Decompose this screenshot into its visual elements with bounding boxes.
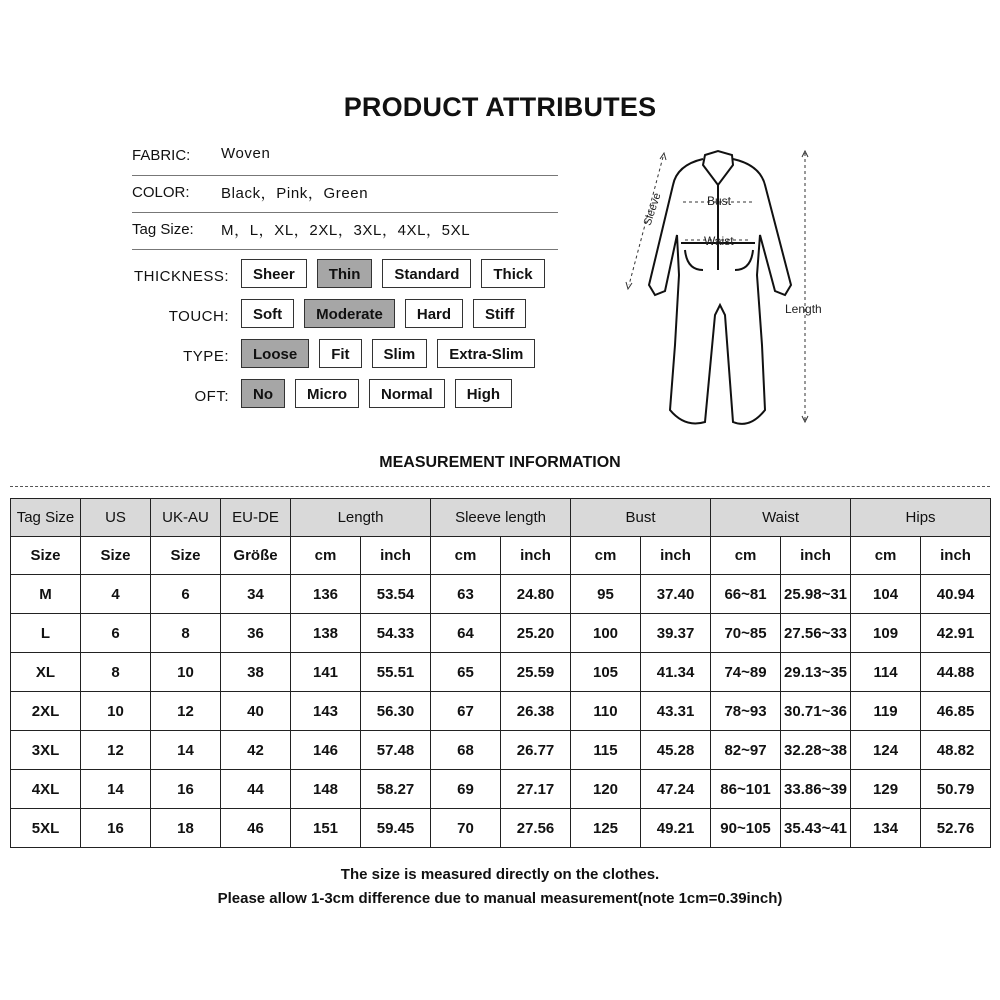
table-row [11,653,991,692]
table-cell: 29.13~35 [781,653,851,692]
table-row [11,692,991,731]
table-cell: 6 [151,575,221,614]
table-cell: 64 [431,614,501,653]
attribute-label: Tag Size: [132,221,194,238]
table-cell: 4XL [11,770,81,809]
sleeve-label: Sleeve [641,191,664,228]
table-subheader-row [11,537,991,575]
table-cell: 138 [291,614,361,653]
table-cell: 12 [151,692,221,731]
table-cell: 67 [431,692,501,731]
table-cell: 104 [851,575,921,614]
touch-option: Stiff [473,299,526,328]
table-cell: 18 [151,809,221,848]
table-cell: 68 [431,731,501,770]
table-cell: 70 [431,809,501,848]
table-cell: 48.82 [921,731,991,770]
type-option: Extra-Slim [437,339,535,368]
oft-option-selected: No [241,379,285,408]
table-cell: 114 [851,653,921,692]
table-cell: 129 [851,770,921,809]
table-cell: 14 [151,731,221,770]
bust-label: Bust [707,194,732,208]
subheader-cell: Size [151,537,221,575]
table-cell: 41.34 [641,653,711,692]
table-cell: 47.24 [641,770,711,809]
column-header: Waist [711,499,851,537]
table-cell: 16 [81,809,151,848]
table-cell: 57.48 [361,731,431,770]
subheader-cell: Size [11,537,81,575]
table-cell: 59.45 [361,809,431,848]
table-cell: 151 [291,809,361,848]
attribute-row-fabric [132,138,558,176]
table-cell: XL [11,653,81,692]
table-cell: 49.21 [641,809,711,848]
touch-option: Hard [405,299,463,328]
table-cell: 74~89 [711,653,781,692]
table-cell: M [11,575,81,614]
table-cell: 136 [291,575,361,614]
table-cell: 69 [431,770,501,809]
table-cell: 54.33 [361,614,431,653]
thickness-option-selected: Thin [317,259,373,288]
note-line-2: Please allow 1-3cm difference due to manual measurement(note 1cm=0.39inch) [217,890,783,907]
table-cell: 86~101 [711,770,781,809]
oft-label: OFT: [194,388,229,405]
table-cell: 143 [291,692,361,731]
table-cell: 33.86~39 [781,770,851,809]
column-header: Tag Size [11,499,81,537]
thickness-option: Standard [382,259,471,288]
table-cell: 148 [291,770,361,809]
table-cell: 6 [81,614,151,653]
table-cell: 25.98~31 [781,575,851,614]
subheader-cell: inch [781,537,851,575]
table-cell: 8 [151,614,221,653]
subheader-cell: inch [361,537,431,575]
table-cell: 5XL [11,809,81,848]
column-header: Hips [851,499,991,537]
table-cell: 66~81 [711,575,781,614]
subheader-cell: cm [711,537,781,575]
table-cell: 2XL [11,692,81,731]
table-cell: 35.43~41 [781,809,851,848]
type-option: Fit [319,339,361,368]
table-cell: L [11,614,81,653]
table-cell: 43.31 [641,692,711,731]
table-cell: 3XL [11,731,81,770]
table-cell: 4 [81,575,151,614]
table-cell: 52.76 [921,809,991,848]
type-option: Slim [372,339,428,368]
subheader-cell: cm [431,537,501,575]
table-cell: 134 [851,809,921,848]
column-header: UK-AU [151,499,221,537]
table-cell: 82~97 [711,731,781,770]
length-label: Length [785,302,822,316]
oft-option: High [455,379,512,408]
table-cell: 27.17 [501,770,571,809]
table-cell: 26.38 [501,692,571,731]
table-cell: 37.40 [641,575,711,614]
table-row [11,770,991,809]
subheader-cell: inch [501,537,571,575]
type-label: TYPE: [183,348,229,365]
subheader-cell: inch [921,537,991,575]
table-cell: 46.85 [921,692,991,731]
table-cell: 53.54 [361,575,431,614]
thickness-options [241,259,545,288]
measurement-title: MEASUREMENT INFORMATION [379,454,621,471]
table-cell: 63 [431,575,501,614]
table-cell: 27.56~33 [781,614,851,653]
attribute-value: M，L，XL，2XL，3XL，4XL，5XL [221,222,471,239]
note-line-1: The size is measured directly on the clothes. [340,866,660,883]
table-cell: 146 [291,731,361,770]
table-cell: 120 [571,770,641,809]
subheader-cell: cm [291,537,361,575]
table-cell: 90~105 [711,809,781,848]
table-cell: 119 [851,692,921,731]
table-cell: 16 [151,770,221,809]
table-cell: 10 [151,653,221,692]
table-cell: 56.30 [361,692,431,731]
table-cell: 38 [221,653,291,692]
subheader-cell: cm [851,537,921,575]
table-cell: 46 [221,809,291,848]
table-cell: 65 [431,653,501,692]
touch-option: Soft [241,299,294,328]
subheader-cell: Size [81,537,151,575]
attribute-label: FABRIC: [132,147,191,164]
table-cell: 115 [571,731,641,770]
attribute-value: Black，Pink，Green [221,185,369,202]
touch-options [241,299,526,328]
divider [10,486,990,487]
touch-option-selected: Moderate [304,299,395,328]
table-cell: 36 [221,614,291,653]
waist-label: Waist [704,234,734,248]
table-cell: 110 [571,692,641,731]
touch-label: TOUCH: [168,308,229,325]
thickness-option: Sheer [241,259,307,288]
table-cell: 44.88 [921,653,991,692]
table-header-row [11,499,991,537]
table-row [11,575,991,614]
subheader-cell: inch [641,537,711,575]
table-cell: 26.77 [501,731,571,770]
page-title: PRODUCT ATTRIBUTES [343,92,657,122]
attribute-value: Woven [221,145,271,162]
table-row [11,809,991,848]
subheader-cell: cm [571,537,641,575]
table-row [11,614,991,653]
table-cell: 24.80 [501,575,571,614]
size-chart-table [10,498,991,848]
table-row [11,731,991,770]
attribute-row-color [132,175,558,213]
table-cell: 78~93 [711,692,781,731]
thickness-label: THICKNESS: [133,268,229,285]
oft-options [241,379,512,408]
type-options [241,339,535,368]
table-cell: 50.79 [921,770,991,809]
table-cell: 124 [851,731,921,770]
table-cell: 42.91 [921,614,991,653]
oft-option: Micro [295,379,359,408]
table-cell: 44 [221,770,291,809]
table-cell: 125 [571,809,641,848]
table-cell: 40 [221,692,291,731]
table-cell: 25.20 [501,614,571,653]
table-cell: 32.28~38 [781,731,851,770]
table-cell: 100 [571,614,641,653]
jumpsuit-diagram [615,145,835,435]
table-cell: 39.37 [641,614,711,653]
table-cell: 70~85 [711,614,781,653]
table-cell: 8 [81,653,151,692]
table-cell: 141 [291,653,361,692]
attribute-row-tag-size [132,212,558,250]
table-cell: 40.94 [921,575,991,614]
table-cell: 109 [851,614,921,653]
table-cell: 14 [81,770,151,809]
table-cell: 12 [81,731,151,770]
table-cell: 58.27 [361,770,431,809]
type-option-selected: Loose [241,339,309,368]
column-header: Length [291,499,431,537]
table-cell: 95 [571,575,641,614]
column-header: US [81,499,151,537]
subheader-cell: Größe [221,537,291,575]
column-header: Sleeve length [431,499,571,537]
table-cell: 42 [221,731,291,770]
table-cell: 55.51 [361,653,431,692]
table-cell: 25.59 [501,653,571,692]
table-cell: 105 [571,653,641,692]
attribute-label: COLOR: [132,184,190,201]
table-cell: 27.56 [501,809,571,848]
thickness-option: Thick [481,259,544,288]
table-cell: 30.71~36 [781,692,851,731]
table-cell: 10 [81,692,151,731]
oft-option: Normal [369,379,445,408]
column-header: Bust [571,499,711,537]
table-cell: 45.28 [641,731,711,770]
table-cell: 34 [221,575,291,614]
column-header: EU-DE [221,499,291,537]
